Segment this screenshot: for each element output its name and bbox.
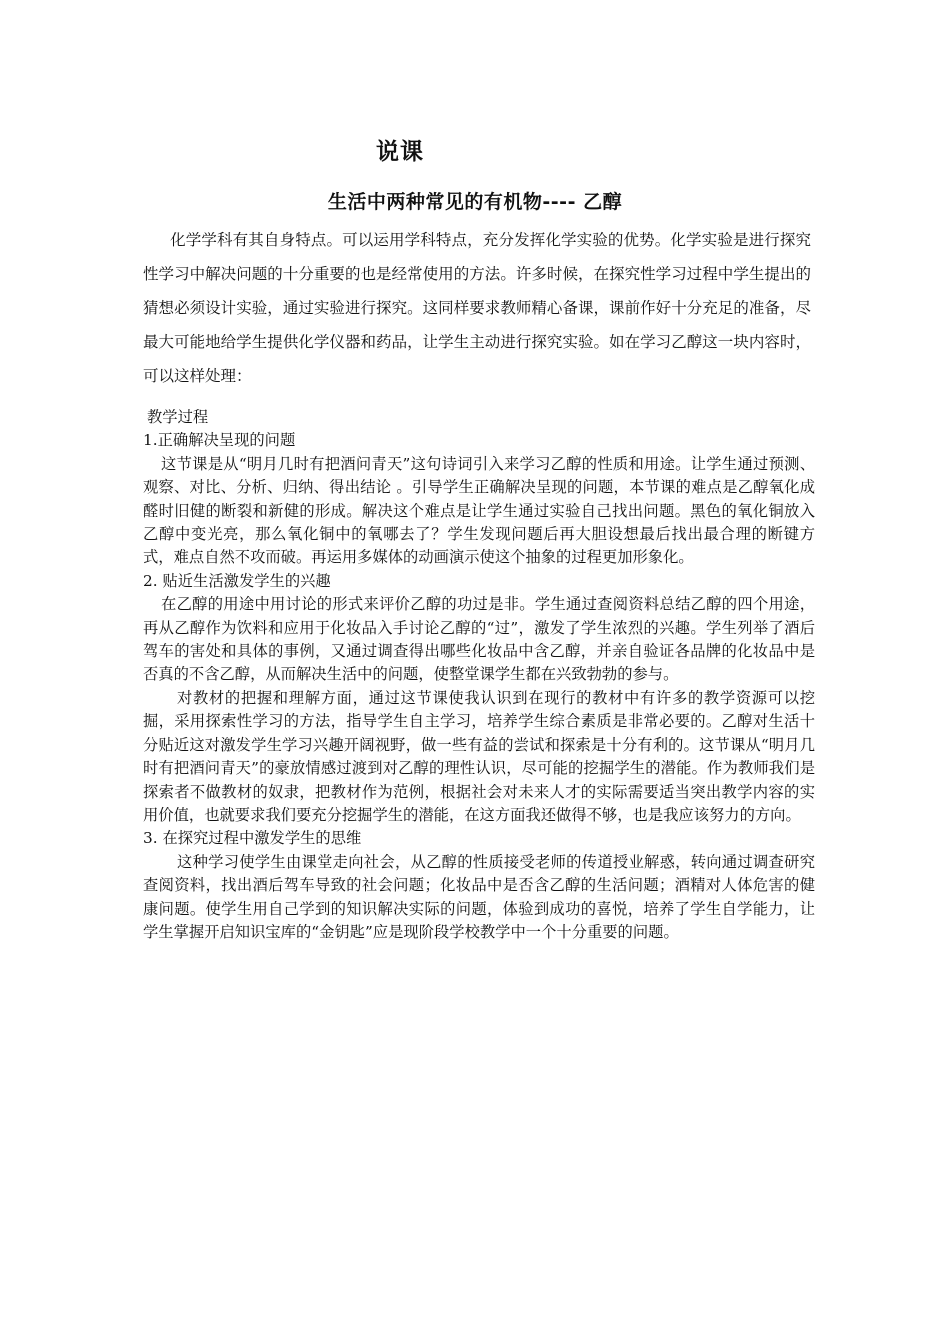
section-3-paragraph: 这种学习使学生由课堂走向社会，从乙醇的性质接受老师的传道授业解惑，转向通过调查研究查阅资料，找出酒后驾车导致的社会问题；化妆品中是否含乙醇的生活问题；酒精对人体危害的健康问题。使学生用自己学到的知识解决实际的问题，体验到成功的喜悦，培养了学生自学能力，让学生掌握开启知识宝库的“金钥匙”应是现阶段学校教学中一个十分重要的问题。: [143, 852, 815, 941]
section-2-paragraph-1: 在乙醇的用途中用讨论的形式来评价乙醇的功过是非。学生通过查阅资料总结乙醇的四个用途，再从乙醇作为饮料和应用于化妆品入手讨论乙醇的“过”，激发了学生浓烈的兴趣。学生列举了酒后驾车的害处和具体的事例，又通过调查得出哪些化妆品中含乙醇，并亲自验证各品牌的化妆品中是否真的不含乙醇，从而解决生活中的问题，使整堂课学生都在兴致勃勃的参与。: [143, 595, 815, 684]
section-2-paragraph-2: 对教材的把握和理解方面，通过这节课使我认识到在现行的教材中有许多的教学资源可以挖掘，采用探索性学习的方法，指导学生自主学习，培养学生综合素质是非常必要的。乙醇对生活十分贴近这对激发学生学习兴趣开阔视野，做一些有益的尝试和探索是十分有利的。这节课从“明月几时有把酒问青天”的豪放情感过渡到对乙醇的理性认识，尽可能的挖掘学生的潜能。作为教师我们是探索者不做教材的奴隶，把教材作为范例，根据社会对未来人才的实际需要适当突出教学内容的实用价值，也就要求我们要充分挖掘学生的潜能，在这方面我还做得不够，也是我应该努力的方向。: [143, 688, 815, 824]
process-label: 教学过程: [147, 408, 209, 426]
intro-paragraph: [143, 223, 811, 393]
section-1-paragraph: 这节课是从“明月几时有把酒问青天”这句诗词引入来学习乙醇的性质和用途。让学生通过预测、观察、对比、分析、归纳、得出结论 。引导学生正确解决呈现的问题，本节课的难点是乙醇氧化成醛时旧健的断裂和新健的形成。解决这个难点是让学生通过实验自己找出问题。黑色的氧化铜放入乙醇中变光亮，那么氧化铜中的氧哪去了？学生发现问题后再大胆设想最后找出最合理的断键方式，难点自然不攻而破。再运用多媒体的动画演示使这个抽象的过程更加形象化。: [143, 454, 815, 567]
section-heading-2: 2. 贴近生活激发学生的兴趣: [143, 571, 331, 590]
section-heading-3: 3. 在探究过程中激发学生的思维: [143, 829, 362, 848]
section-heading-1: 1.正确解决呈现的问题: [143, 431, 296, 450]
intro-text: 化学学科有其自身特点。可以运用学科特点，充分发挥化学实验的优势。化学实验是进行探究性学习中解决问题的十分重要的也是经常使用的方法。许多时候，在探究性学习过程中学生提出的猜想必须设计实验，通过实验进行探究。这同样要求教师精心备课，课前作好十分充足的准备，尽最大可能地给学生提供化学仪器和药品，让学生主动进行探究实验。如在学习乙醇这一块内容时，可以这样处理：: [143, 231, 811, 385]
teaching-process: [143, 406, 815, 944]
document-title: 说课: [376, 139, 424, 165]
document-subtitle: 生活中两种常见的有机物---- 乙醇: [327, 191, 623, 213]
